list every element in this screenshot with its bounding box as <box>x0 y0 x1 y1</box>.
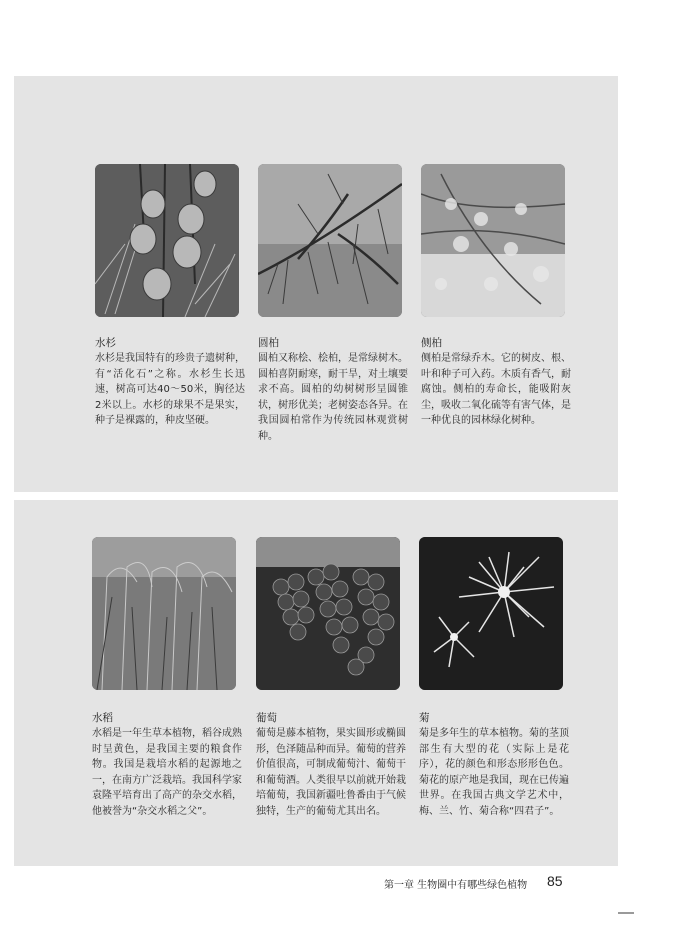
page-number: 85 <box>547 873 563 889</box>
photo-chrysanthemum <box>419 537 563 690</box>
plant-title: 水稻 <box>92 712 113 724</box>
photo-chinese-juniper <box>258 164 402 317</box>
plant-title: 水杉 <box>95 337 116 349</box>
plant-description: 侧柏是常绿乔木。它的树皮、根、叶和种子可入药。木质有香气，耐腐蚀。侧柏的寿命长，能吸附灰尘，吸收二氧化硫等有害气体，是一种优良的园林绿化树种。 <box>421 353 571 426</box>
plant-title: 葡萄 <box>256 712 277 724</box>
plant-description: 圆柏又称桧、桧柏，是常绿树木。圆柏喜阴耐寒，耐干旱，对土壤要求不高。圆柏的幼树树形呈圆锥状，树形优美；老树姿态各异。在我国圆柏常作为传统园林观赏树种。 <box>258 353 408 442</box>
plant-description: 葡萄是藤本植物，果实圆形或椭圆形，色泽随品种而异。葡萄的营养价值很高，可制成葡萄汁、葡萄干和葡萄酒。人类很早以前就开始栽培葡萄，我国新疆吐鲁番由于气候独特，生产的葡萄尤其出名。 <box>256 728 406 817</box>
photo-grapes <box>256 537 400 690</box>
plant-title: 菊 <box>419 712 430 724</box>
plant-description: 水稻是一年生草本植物，稻谷成熟时呈黄色，是我国主要的粮食作物。我国是栽培水稻的起源地之一，在南方广泛栽培。我国科学家袁隆平培育出了高产的杂交水稻，他被誉为“杂交水稻之父”。 <box>92 728 242 817</box>
photo-metasequoia <box>95 164 239 317</box>
plant-title: 圆柏 <box>258 337 279 349</box>
photo-oriental-arborvitae <box>421 164 565 317</box>
photo-rice <box>92 537 236 690</box>
edge-mark <box>618 912 634 914</box>
plant-title: 侧柏 <box>421 337 442 349</box>
chapter-footer: 第一章 生物圈中有哪些绿色植物 <box>384 880 528 891</box>
plant-description: 菊是多年生的草本植物。菊的茎顶部生有大型的花（实际上是花序），花的颜色和形态形形色色。菊花的原产地是我国，现在已传遍世界。在我国古典文学艺术中，梅、兰、竹、菊合称“四君子”。 <box>419 728 569 817</box>
plant-description: 水杉是我国特有的珍贵子遗树种，有“活化石”之称。水杉生长迅速，树高可达40～50米，胸径达2米以上。水杉的球果不是果实，种子是裸露的，种皮坚硬。 <box>95 353 245 426</box>
